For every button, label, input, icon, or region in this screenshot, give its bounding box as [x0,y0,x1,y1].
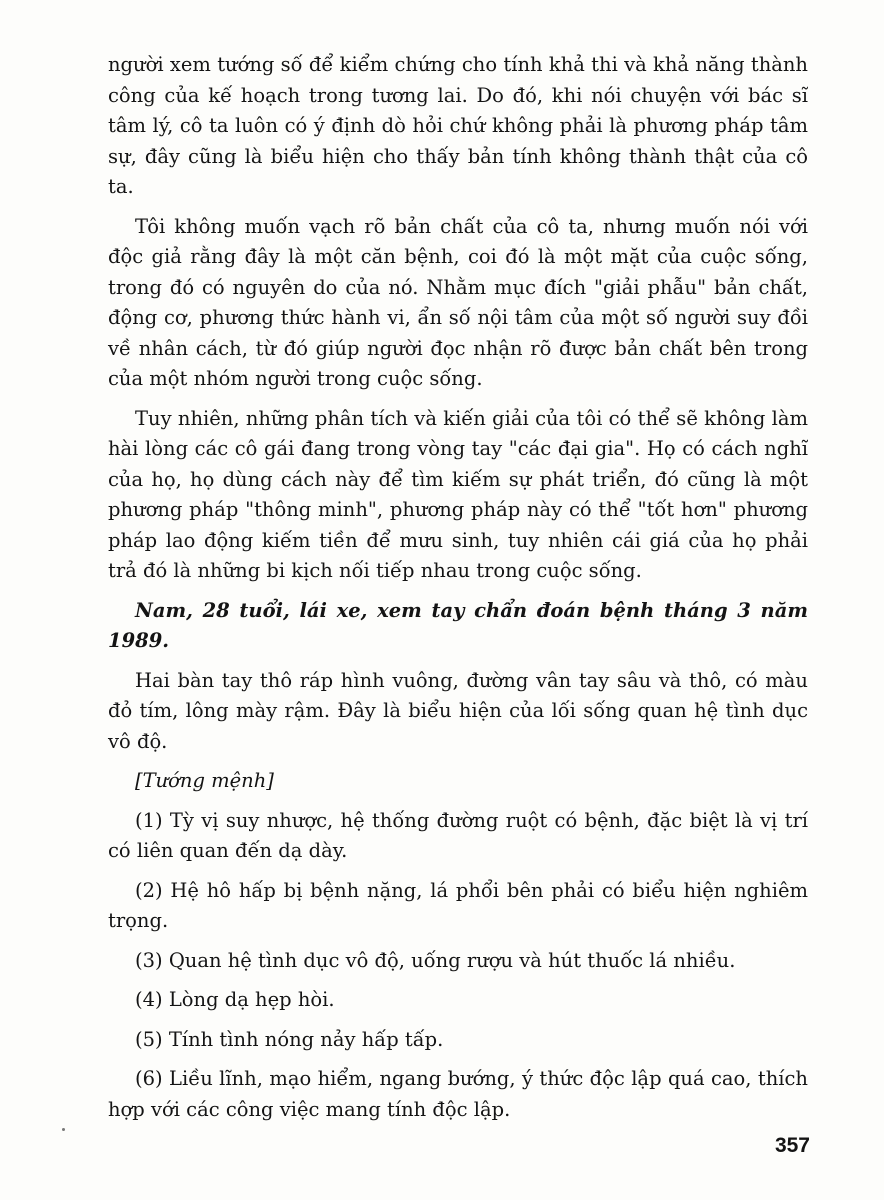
list-item: (2) Hệ hô hấp bị bệnh nặng, lá phổi bên phải có biểu hiện nghiêm trọng. [108,878,808,932]
page-number: 357 [774,1134,810,1157]
list-item: (3) Quan hệ tình dục vô độ, uống rượu và hút thuốc lá nhiều. [135,948,736,972]
paragraph-continued: người xem tướng số để kiểm chứng cho tính khả thi và khả năng thành công của kế hoạch trong tương lai. Do đó, khi nói chuyện với bác sĩ tâm lý, cô ta luôn có ý định dò hỏi chứ không phải là phương pháp tâm sự, đây cũng là biểu hiện cho thấy bản tính không thành thật của cô ta. [108,53,808,198]
list-item: (1) Tỳ vị suy nhược, hệ thống đường ruột có bệnh, đặc biệt là vị trí có liên quan đến dạ dày. [108,808,808,862]
paragraph-analysis: Tuy nhiên, những phân tích và kiến giải của tôi có thể sẽ không làm hài lòng các cô gái đang trong vòng tay "các đại gia". Họ có cách nghĩ của họ, họ dùng cách này để tìm kiếm sự phát triển, đó cũng là một phương pháp "thông minh", phương pháp này có thể "tốt hơn" phương pháp lao động kiếm tiền để mưu sinh, tuy nhiên cái giá của họ phải trả đó là những bi kịch nối tiếp nhau trong cuộc sống. [108,406,808,582]
list-item: (5) Tính tình nóng nảy hấp tấp. [135,1027,444,1051]
case-subheading: [Tướng mệnh] [135,769,274,792]
page-body [108,50,808,1125]
scan-speck [62,1128,65,1131]
list-item: (6) Liều lĩnh, mạo hiểm, ngang bướng, ý thức độc lập quá cao, thích hợp với các công việc mang tính độc lập. [108,1067,808,1121]
list-item: (4) Lòng dạ hẹp hòi. [135,988,335,1011]
case-heading: Nam, 28 tuổi, lái xe, xem tay chẩn đoán bệnh tháng 3 năm 1989. [108,598,808,652]
paragraph-author-note: Tôi không muốn vạch rõ bản chất của cô ta, nhưng muốn nói với độc giả rằng đây là một căn bệnh, coi đó là một mặt của cuộc sống, trong đó có nguyên do của nó. Nhằm mục đích "giải phẫu" bản chất, động cơ, phương thức hành vi, ẩn số nội tâm của một số người suy đồi về nhân cách, từ đó giúp người đọc nhận rõ được bản chất bên trong của một nhóm người trong cuộc sống. [108,214,808,390]
case-description: Hai bàn tay thô ráp hình vuông, đường vân tay sâu và thô, có màu đỏ tím, lông mày rậm. Đây là biểu hiện của lối sống quan hệ tình dục vô độ. [108,668,808,753]
